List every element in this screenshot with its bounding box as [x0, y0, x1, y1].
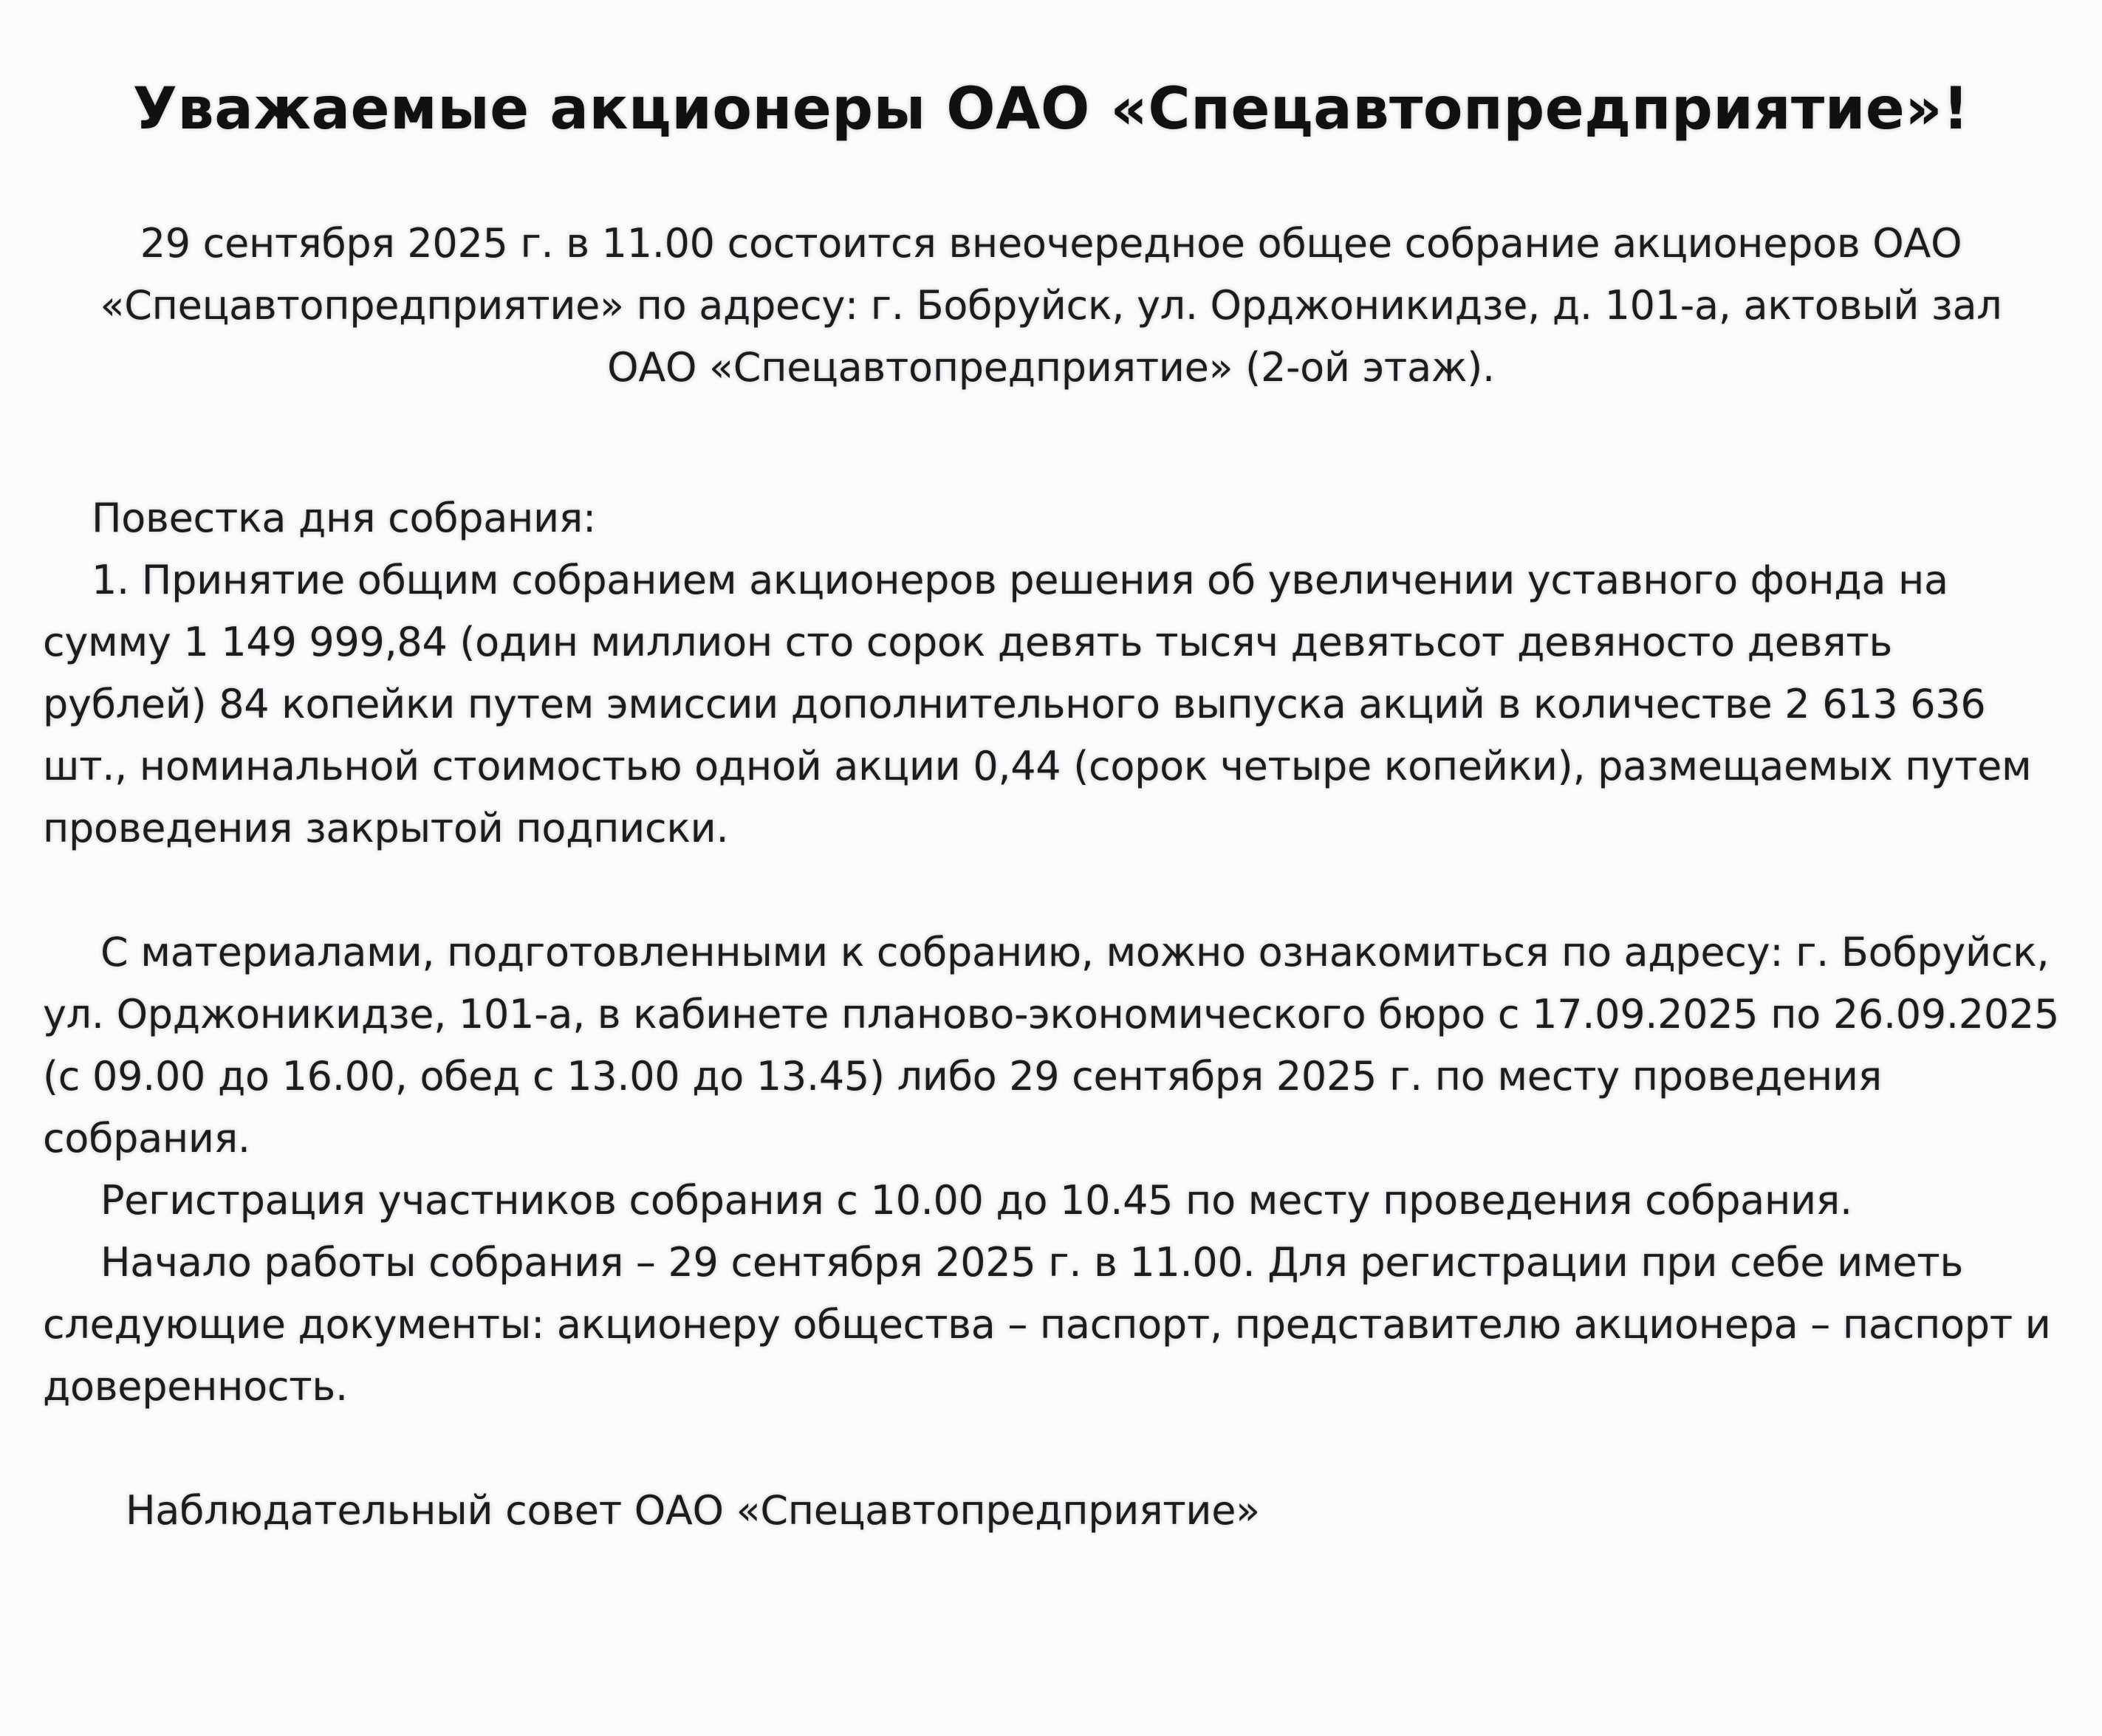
info-section: [43, 922, 2059, 1418]
registration-paragraph: Регистрация участников собрания с 10.00 до 10.45 по месту проведения собрания.: [100, 1177, 1852, 1224]
meeting-announcement: 29 сентября 2025 г. в 11.00 состоится внеочередное общее собрание акционеров ОАО «Спецавтопредприятие» по адресу: г. Бобруйск, ул. Орджоникидзе, д. 101-а, актовый зал ОАО «Спецавтопредприятие» (2-ой этаж).: [100, 220, 2002, 391]
materials-paragraph: С материалами, подготовленными к собранию, можно ознакомиться по адресу: г. Бобруйск, ул. Орджоникидзе, 101-а, в кабинете планово-экономического бюро с 17.09.2025 по 26.09.2025 (с 09.00 до 16.00, обед с 13.00 до 13.45) либо 29 сентября 2025 г. по месту проведения собрания.: [43, 929, 2060, 1162]
agenda-section: [43, 487, 2059, 860]
signature-line: Наблюдательный совет ОАО «Спецавтопредприятие»: [126, 1487, 1260, 1534]
notice-title: Уважаемые акционеры ОАО «Спецавтопредприятие»!: [132, 76, 1970, 143]
start-paragraph: Начало работы собрания – 29 сентября 2025 г. в 11.00. Для регистрации при себе иметь следующие документы: акционеру общества – паспорт, представителю акционера – паспорт и доверенность.: [43, 1239, 2051, 1410]
agenda-heading: Повестка дня собрания:: [92, 495, 596, 541]
agenda-item: 1. Принятие общим собранием акционеров решения об увеличении уставного фонда на сумму 1 149 999,84 (один миллион сто сорок девять тысяч девятьсот девяносто девять рублей) 84 копейки путем эмиссии дополнительного выпуска акций в количестве 2 613 636 шт., номинальной стоимостью одной акции 0,44 (сорок четыре копейки), размещаемых путем проведения закрытой подписки.: [43, 557, 2032, 851]
